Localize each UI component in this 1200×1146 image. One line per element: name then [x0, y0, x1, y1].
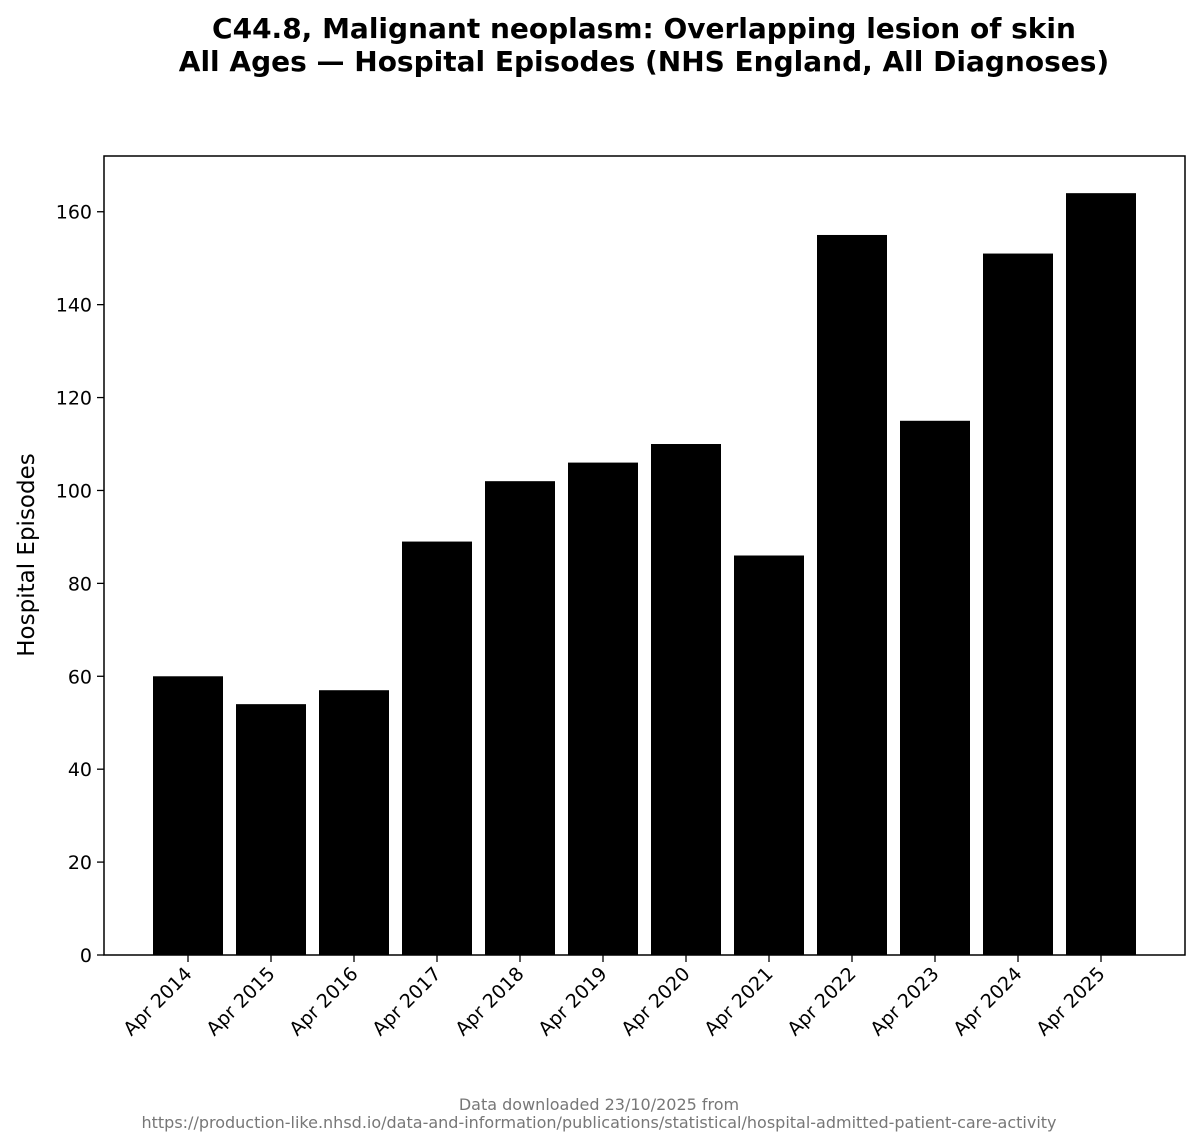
y-tick-label: 40	[67, 759, 92, 782]
bar-apr-2023	[900, 421, 970, 955]
bar-apr-2022	[817, 235, 887, 955]
x-tick-label: Apr 2017	[368, 962, 446, 1041]
y-tick-label: 120	[55, 387, 92, 410]
y-axis-ticks	[56, 202, 104, 967]
x-tick-label: Apr 2016	[285, 962, 363, 1041]
y-tick-label: 140	[55, 294, 92, 317]
chart-title-line-2: All Ages — Hospital Episodes (NHS England, All Diagnoses)	[178, 45, 1110, 78]
x-tick-label: Apr 2015	[202, 962, 280, 1041]
x-tick-label: Apr 2021	[700, 962, 778, 1041]
y-tick-label: 160	[55, 201, 92, 224]
x-axis-ticks	[119, 955, 1109, 1040]
x-tick-label: Apr 2014	[119, 962, 197, 1041]
y-tick-label: 80	[67, 573, 92, 596]
y-tick-label: 100	[55, 480, 92, 503]
footer-line-1: Data downloaded 23/10/2025 from	[458, 1095, 740, 1114]
bar-apr-2016	[319, 690, 389, 955]
bar-apr-2019	[568, 463, 638, 955]
y-tick-label: 60	[67, 666, 92, 689]
footer-line-2: https://production-like.nhsd.io/data-and-information/publications/statistical/hospital-admitted-patient-care-activity	[141, 1113, 1057, 1132]
bars-group	[153, 193, 1136, 955]
x-tick-label: Apr 2025	[1032, 962, 1110, 1041]
y-axis-label: Hospital Episodes	[14, 453, 40, 657]
x-tick-label: Apr 2019	[534, 962, 612, 1041]
x-tick-label: Apr 2024	[949, 962, 1027, 1041]
x-tick-label: Apr 2022	[783, 962, 861, 1041]
bar-apr-2021	[734, 556, 804, 956]
bar-apr-2024	[983, 254, 1053, 955]
y-tick-label: 20	[67, 852, 92, 875]
bar-apr-2025	[1066, 193, 1136, 955]
x-tick-label: Apr 2018	[451, 962, 529, 1041]
x-tick-label: Apr 2023	[866, 962, 944, 1041]
x-tick-label: Apr 2020	[617, 962, 695, 1041]
bar-apr-2017	[402, 542, 472, 955]
chart-title-line-1: C44.8, Malignant neoplasm: Overlapping lesion of skin	[212, 12, 1076, 45]
bar-apr-2020	[651, 444, 721, 955]
bar-apr-2014	[153, 676, 223, 955]
bar-apr-2018	[485, 481, 555, 955]
y-tick-label: 0	[79, 945, 92, 967]
bar-apr-2015	[236, 704, 306, 955]
